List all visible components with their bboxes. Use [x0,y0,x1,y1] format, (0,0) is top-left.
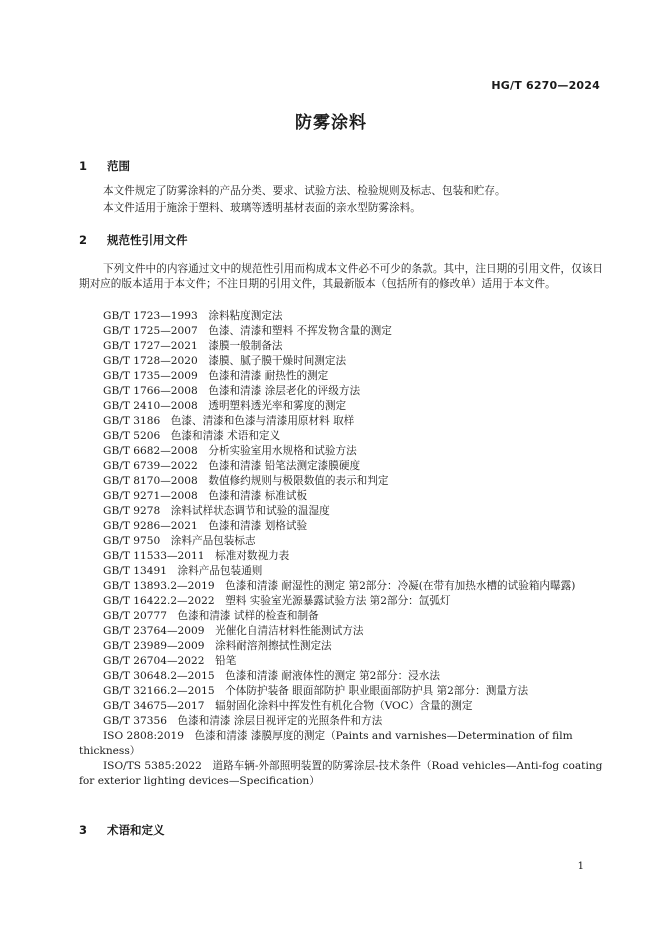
reference-item: GB/T 13491 涂料产品包装通则 [103,565,263,577]
section-title: 规范性引用文件 [107,233,188,247]
section-3-heading [79,822,165,838]
reference-item: GB/T 1735—2009 色漆和清漆 耐热性的测定 [103,370,329,382]
document-title: 防雾涂料 [295,113,367,133]
reference-item: ISO/TS 5385:2022 道路车辆-外部照明装置的防雾涂层-技术条件（Road vehicles—Anti-fog coating for exterior lighting devices—Specification） [79,760,603,787]
reference-item: GB/T 34675—2017 辐射固化涂料中挥发性有机化合物（VOC）含量的测定 [103,700,473,712]
section-number: 2 [79,233,88,247]
reference-item: ISO 2808:2019 色漆和清漆 漆膜厚度的测定（Paints and varnishes—Determination of film thickness） [79,730,573,757]
reference-item: GB/T 13893.2—2019 色漆和清漆 耐湿性的测定 第2部分：冷凝(在带有加热水槽的试验箱内曝露) [103,580,576,592]
normative-references-list [79,309,603,789]
reference-item: GB/T 11533—2011 标准对数视力表 [103,550,290,562]
section-title: 术语和定义 [107,823,165,837]
reference-item: GB/T 9286—2021 色漆和清漆 划格试验 [103,520,308,532]
reference-item: GB/T 6739—2022 色漆和清漆 铅笔法测定漆膜硬度 [103,460,361,472]
section-2-intro-paragraph: 下列文件中的内容通过文中的规范性引用而构成本文件必不可少的条款。其中，注日期的引用文件，仅该日期对应的版本适用于本文件；不注日期的引用文件，其最新版本（包括所有的修改单）适用于本文件。 [79,263,603,290]
reference-item: GB/T 9271—2008 色漆和清漆 标准试板 [103,490,308,502]
reference-item: GB/T 1725—2007 色漆、清漆和塑料 不挥发物含量的测定 [103,325,392,337]
section-2-heading [79,232,188,248]
reference-item: GB/T 1723—1993 涂料粘度测定法 [103,310,283,322]
reference-item: GB/T 2410—2008 透明塑料透光率和雾度的测定 [103,400,347,412]
reference-item: GB/T 3186 色漆、清漆和色漆与清漆用原材料 取样 [103,415,355,427]
reference-item: GB/T 9278 涂料试样状态调节和试验的温湿度 [103,505,330,517]
reference-item: GB/T 9750 涂料产品包装标志 [103,535,256,547]
section-1-paragraph-1: 本文件规定了防雾涂料的产品分类、要求、试验方法、检验规则及标志、包装和贮存。 [103,185,506,197]
reference-item: GB/T 37356 色漆和清漆 涂层目视评定的光照条件和方法 [103,715,383,727]
reference-item: GB/T 6682—2008 分析实验室用水规格和试验方法 [103,445,357,457]
section-title: 范围 [107,159,130,173]
reference-item: GB/T 16422.2—2022 塑料 实验室光源暴露试验方法 第2部分：氙弧灯 [103,595,451,607]
reference-item: GB/T 32166.2—2015 个体防护装备 眼面部防护 职业眼面部防护具 第2部分：测量方法 [103,685,529,697]
page-number: 1 [577,861,584,872]
section-number: 1 [79,159,88,173]
section-1-heading [79,158,130,174]
section-number: 3 [79,823,88,837]
reference-item: GB/T 26704—2022 铅笔 [103,655,237,667]
reference-item: GB/T 23764—2009 光催化自清洁材料性能测试方法 [103,625,364,637]
reference-item: GB/T 1727—2021 漆膜一般制备法 [103,340,283,352]
reference-item: GB/T 5206 色漆和清漆 术语和定义 [103,430,281,442]
reference-item: GB/T 8170—2008 数值修约规则与极限数值的表示和判定 [103,475,389,487]
reference-item: GB/T 23989—2009 涂料耐溶剂擦拭性测定法 [103,640,332,652]
reference-item: GB/T 20777 色漆和清漆 试样的检查和制备 [103,610,319,622]
reference-item: GB/T 1766—2008 色漆和清漆 涂层老化的评级方法 [103,385,361,397]
section-1-paragraph-2: 本文件适用于施涂于塑料、玻璃等透明基材表面的亲水型防雾涂料。 [103,202,421,214]
reference-item: GB/T 1728—2020 漆膜、腻子膜干燥时间测定法 [103,355,347,367]
standard-code: HG/T 6270—2024 [491,79,600,92]
reference-item: GB/T 30648.2—2015 色漆和清漆 耐液体性的测定 第2部分：浸水法 [103,670,440,682]
